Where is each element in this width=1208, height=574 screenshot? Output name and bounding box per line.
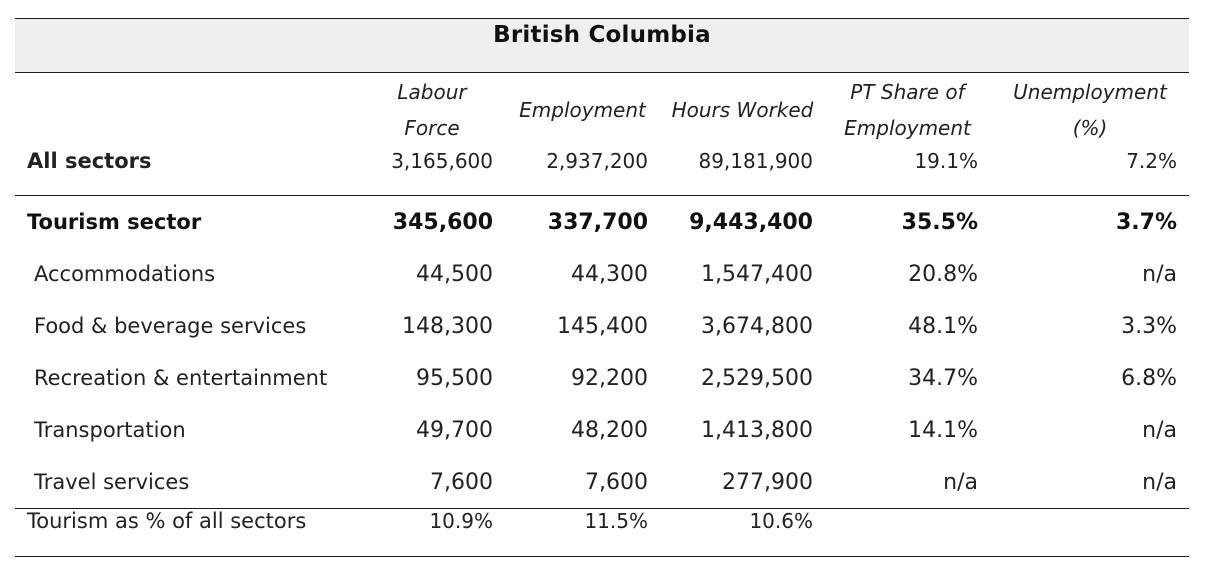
row-label: Travel services <box>34 470 190 494</box>
cell-employment: 11.5% <box>584 509 648 533</box>
column-header-row <box>15 73 1189 147</box>
cell-pt-share: 48.1% <box>908 313 978 339</box>
table-row <box>15 456 1189 508</box>
cell-employment: 7,600 <box>585 469 648 495</box>
cell-hours-worked: 10.6% <box>749 509 813 533</box>
cell-hours-worked: 89,181,900 <box>698 149 813 173</box>
cell-unemployment: n/a <box>1142 261 1177 287</box>
row-label: Tourism as % of all sectors <box>27 509 307 533</box>
header-employment: Employment <box>519 98 646 122</box>
row-label: Food & beverage services <box>34 314 307 338</box>
data-table <box>15 18 1189 557</box>
cell-hours-worked: 3,674,800 <box>701 313 813 339</box>
cell-pt-share: 34.7% <box>908 365 978 391</box>
cell-pt-share: n/a <box>943 469 978 495</box>
cell-hours-worked: 1,413,800 <box>701 417 813 443</box>
cell-employment: 48,200 <box>571 417 648 443</box>
row-label: Transportation <box>34 418 186 442</box>
header-labour-force: Labour Force <box>397 80 467 140</box>
cell-employment: 337,700 <box>547 209 648 235</box>
row-label: Recreation & entertainment <box>34 366 328 390</box>
header-hours-worked: Hours Worked <box>671 98 814 122</box>
header-unemployment: Unemployment (%) <box>1013 80 1167 140</box>
cell-employment: 44,300 <box>571 261 648 287</box>
table-row-tourism-percent <box>15 508 1189 557</box>
table-row-tourism-sector <box>15 196 1189 248</box>
cell-hours-worked: 9,443,400 <box>689 209 813 235</box>
cell-unemployment: 7.2% <box>1126 149 1177 173</box>
row-label: All sectors <box>27 149 152 173</box>
cell-unemployment: 3.3% <box>1121 313 1177 339</box>
cell-labour-force: 7,600 <box>430 469 493 495</box>
row-label: Accommodations <box>34 262 216 286</box>
cell-unemployment: 6.8% <box>1121 365 1177 391</box>
table-title: British Columbia <box>493 22 711 48</box>
cell-labour-force: 345,600 <box>392 209 493 235</box>
cell-pt-share: 14.1% <box>908 417 978 443</box>
cell-hours-worked: 277,900 <box>722 469 813 495</box>
table-title-bar <box>15 18 1189 73</box>
cell-labour-force: 3,165,600 <box>391 149 493 173</box>
cell-labour-force: 148,300 <box>402 313 493 339</box>
cell-labour-force: 49,700 <box>416 417 493 443</box>
table-row-all-sectors <box>15 147 1189 196</box>
cell-labour-force: 44,500 <box>416 261 493 287</box>
cell-employment: 92,200 <box>571 365 648 391</box>
cell-pt-share: 19.1% <box>914 149 978 173</box>
cell-hours-worked: 1,547,400 <box>701 261 813 287</box>
row-label: Tourism sector <box>27 210 202 234</box>
table-row <box>15 404 1189 456</box>
cell-labour-force: 95,500 <box>416 365 493 391</box>
table-row <box>15 248 1189 300</box>
cell-employment: 145,400 <box>557 313 648 339</box>
table-row <box>15 300 1189 352</box>
table-row <box>15 352 1189 404</box>
cell-unemployment: 3.7% <box>1115 209 1177 235</box>
cell-employment: 2,937,200 <box>546 149 648 173</box>
cell-unemployment: n/a <box>1142 417 1177 443</box>
cell-unemployment: n/a <box>1142 469 1177 495</box>
header-pt-share: PT Share of Employment <box>844 80 971 140</box>
cell-labour-force: 10.9% <box>429 509 493 533</box>
cell-hours-worked: 2,529,500 <box>701 365 813 391</box>
cell-pt-share: 20.8% <box>908 261 978 287</box>
cell-pt-share: 35.5% <box>901 209 978 235</box>
